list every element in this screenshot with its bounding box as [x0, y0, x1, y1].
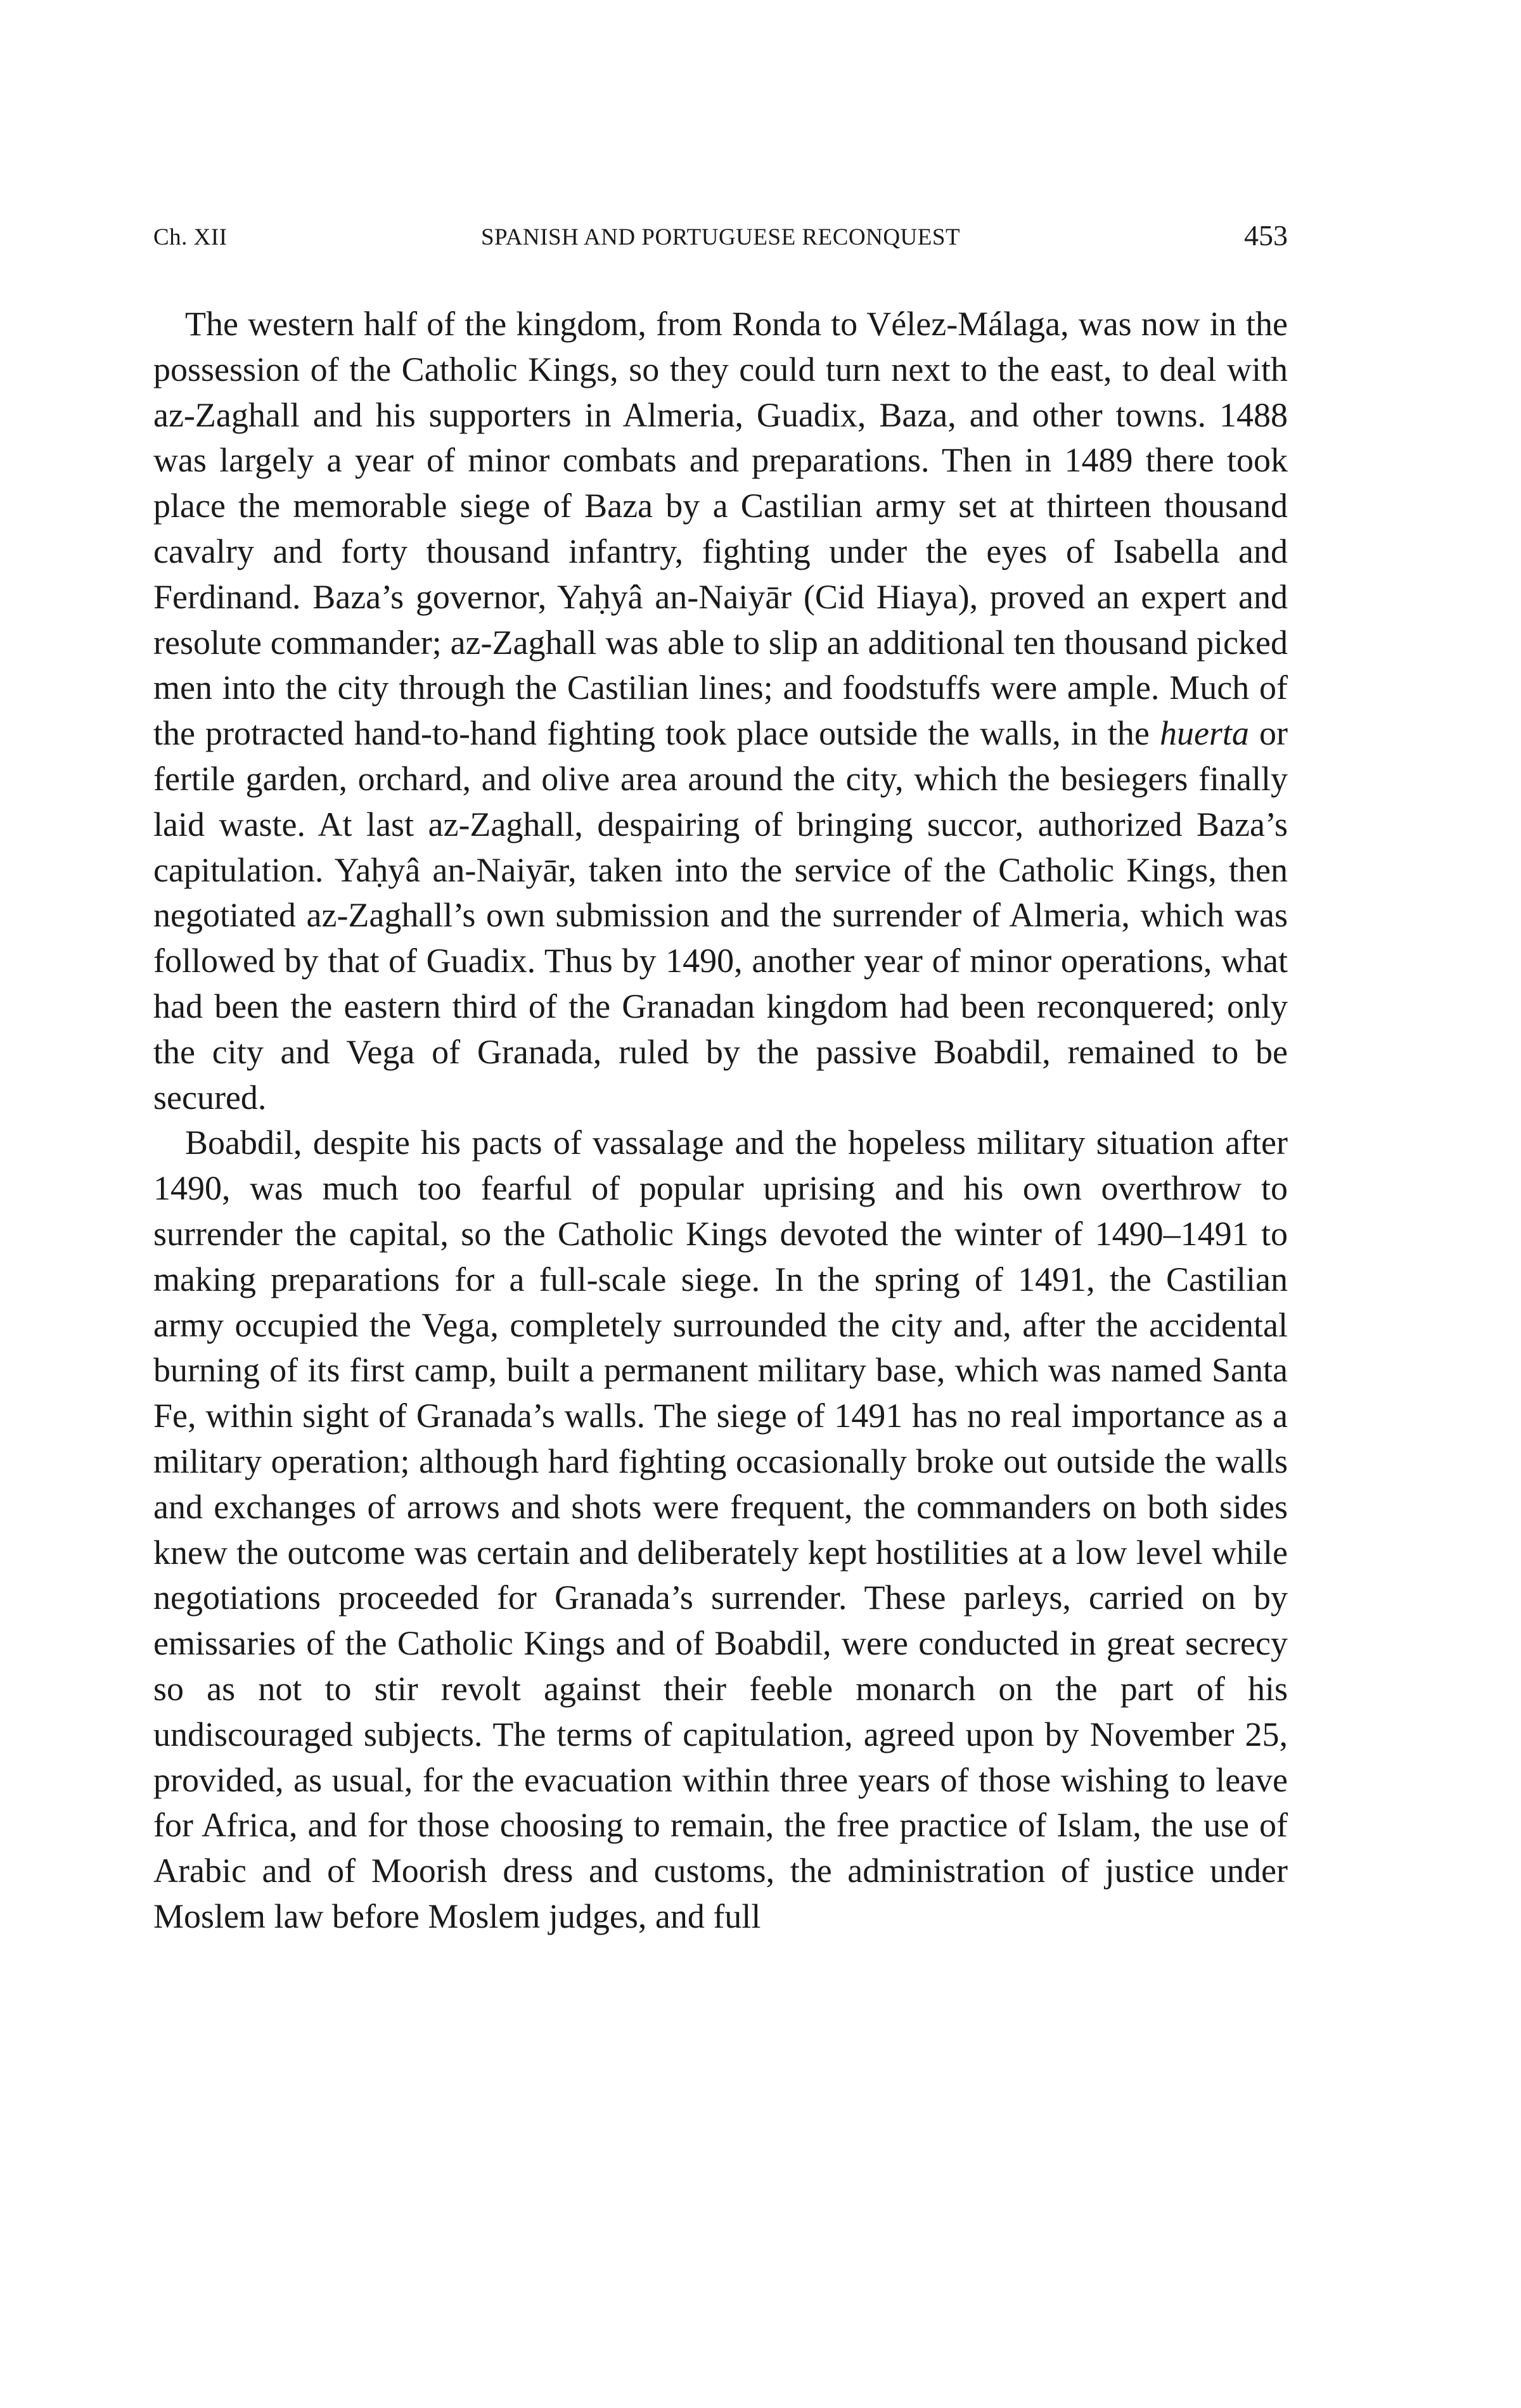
running-head — [153, 219, 1288, 263]
paragraph-baza-siege — [153, 302, 1288, 1120]
paragraph-text: or fertile garden, orchard, and olive area around the city, which the besiegers finally laid waste. At last az-Zaghall, despairing of bringing succor, authorized Baza’s capitulation. Yaḥyâ an-Naiyār, taken into the service of the Catholic Kings, then negotiated az-Zaghall’s own submission and the surrender of Almeria, which was followed by that of Guadix. Thus by 1490, another year of minor operations, what had been the eastern third of the Granadan kingdom had been reconquered; only the city and Vega of Granada, ruled by the passive Boabdil, remained to be secured. — [153, 714, 1288, 1117]
body-text — [153, 302, 1288, 1940]
page-number: 453 — [1244, 219, 1288, 252]
italic-term: huerta — [1159, 714, 1249, 753]
chapter-label: Ch. XII — [153, 224, 228, 250]
paragraph-text: The western half of the kingdom, from Ronda to Vélez-Málaga, was now in the possession of the Catholic Kings, so they could turn next to the east, to deal with az-Zaghall and his supporters in Almeria, Guadix, Baza, and other towns. 1488 was largely a year of minor combats and preparations. Then in 1489 there took place the memorable siege of Baza by a Castilian army set at thirteen thousand cavalry and forty thousand infantry, fighting under the eyes of Isabella and Ferdinand. Baza’s governor, Yaḥyâ an-Naiyār (Cid Hiaya), proved an expert and resolute commander; az-Zaghall was able to slip an additional ten thousand picked men into the city through the Castilian lines; and foodstuffs were ample. Much of the protracted hand-to-hand fighting took place outside the walls, in the — [153, 305, 1288, 753]
running-title: SPANISH AND PORTUGUESE RECONQUEST — [480, 224, 961, 250]
paragraph-granada-siege: Boabdil, despite his pacts of vassalage and the hopeless military situation after 1490, was much too fearful of popular uprising and his own overthrow to surrender the capital, so the Catholic Kings devoted the winter of 1490–1491 to making preparations for a full-scale siege. In the spring of 1491, the Castilian army occupied the Vega, completely surrounded the city and, after the accidental burning of its first camp, built a permanent military base, which was named Santa Fe, within sight of Granada’s walls. The siege of 1491 has no real importance as a military operation; although hard fighting occasionally broke out outside the walls and exchanges of arrows and shots were frequent, the commanders on both sides knew the outcome was certain and deliberately kept hostilities at a low level while negotiations proceeded for Granada’s surrender. These parleys, carried on by emissaries of the Catholic Kings and of Boabdil, were conducted in great secrecy so as not to stir revolt against their feeble monarch on the part of his undiscouraged subjects. The terms of capitulation, agreed upon by November 25, provided, as usual, for the evacuation within three years of those wishing to leave for Africa, and for those choosing to remain, the free practice of Islam, the use of Arabic and of Moorish dress and customs, the administration of justice under Moslem law before Moslem judges, and full — [153, 1124, 1288, 1935]
